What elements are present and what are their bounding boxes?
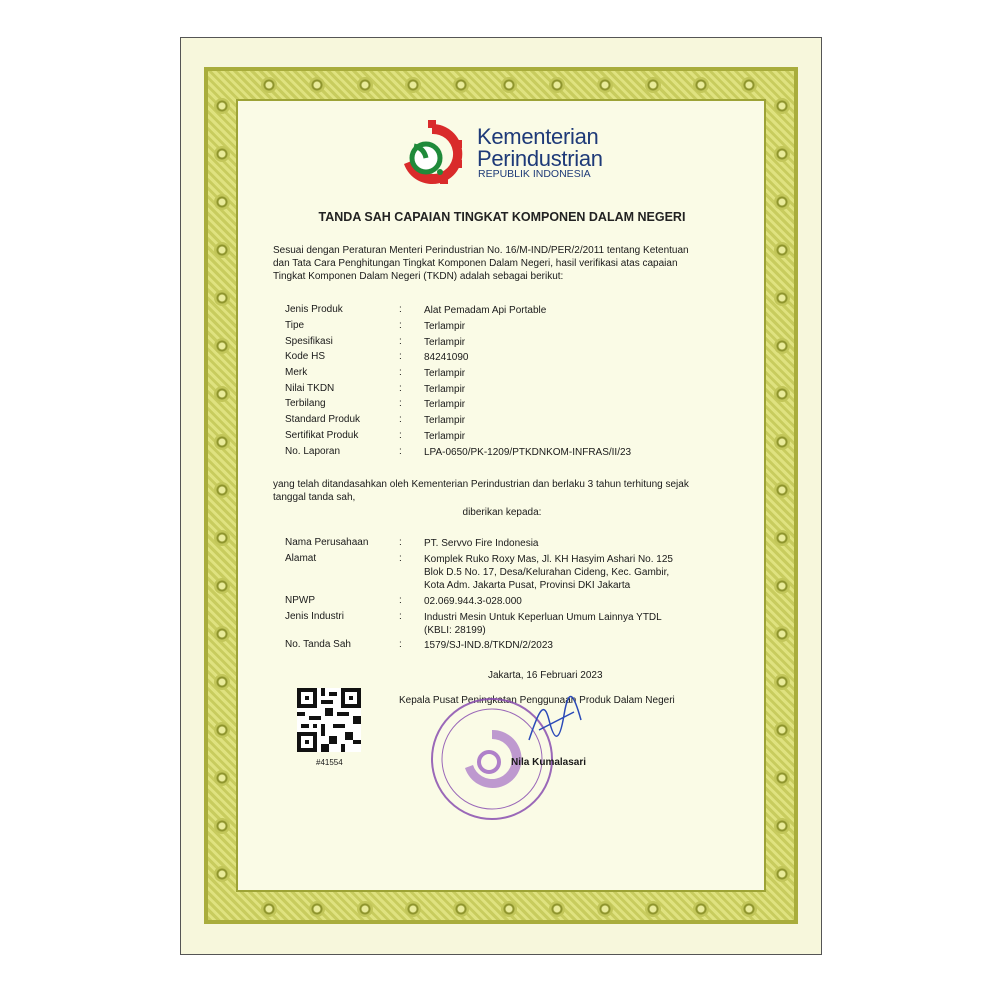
product-label: Sertifikat Produk	[285, 430, 359, 441]
company-value: Komplek Ruko Roxy Mas, Jl. KH Hasyim Ashari No. 125 Blok D.5 No. 17, Desa/Kelurahan Cideng, Kec. Gambir, Kota Adm. Jakarta Pusat, Provinsi DKI Jakarta	[424, 554, 673, 591]
company-label: Nama Perusahaan	[285, 537, 369, 548]
product-label: Spesifikasi	[285, 336, 333, 347]
signer-title: Kepala Pusat Peningkatan Penggunaan Produk Dalam Negeri	[399, 695, 675, 706]
product-label: Jenis Produk	[285, 304, 343, 315]
product-value: 84241090	[424, 352, 469, 363]
company-label: NPWP	[285, 595, 315, 606]
company-label: Jenis Industri	[285, 611, 344, 622]
company-value: PT. Servvo Fire Indonesia	[424, 538, 539, 549]
certificate-page: Kementerian Perindustrian REPUBLIK INDONESIA TANDA SAH CAPAIAN TINGKAT KOMPONEN DALAM NEGERI Sesuai dengan Peraturan Menteri Perindustrian No. 16/M-IND/PER/2/2011 tentang Ketentuan dan Tata Cara Penghitungan Tingkat Komponen Dalam Negeri, hasil verifikasi atas capaian Tingkat Komponen Dalam Negeri (TKDN) adalah sebagai berikut: Jenis Produk : Alat Pemadam Api Portable Tipe : Terlampir Spesifikasi : Terlampir Kode HS : 84241090 Merk : Terlampir Nilai TKDN : Terlampir Terbilang : Terlampir Standard Produk : Terlampir Sertifikat Produk : Terlampir No. Laporan : LPA-0650/PK-1209/PTKDNKOM-INFRAS/II/23 yang telah ditandasahkan oleh Kementerian Perindustrian dan berlaku 3 tahun terhitung sejak tanggal tanda sah, diberikan kepada: Nama Perusahaan : PT. Servvo Fire Indonesia Alamat : Komplek Ruko Roxy Mas, Jl. KH Hasyim Ashari No. 125 Blok D.5 No. 17, Desa/Kelurahan Cideng, Kec. Gambir, Kota Adm. Jakarta Pusat, Provinsi DKI Jakarta NPWP : 02.069.944.3-028.000 Jenis Industri : Industri Mesin Untuk Keperluan Umum Lainnya YTDL (KBLI: 28199) No. Tanda Sah : 1579/SJ-IND.8/TKDN/2/2023 Jakarta, 16 Februari 2023 Kepala Pusat Peningkatan Penggunaan Produk Dalam Negeri #41554 Nila Kumalasari	[180, 37, 822, 955]
product-value: Alat Pemadam Api Portable	[424, 305, 547, 316]
product-value: Terlampir	[424, 321, 466, 332]
intro-line: dan Tata Cara Penghitungan Tingkat Komponen Dalam Negeri, hasil verifikasi atas capaian	[273, 258, 678, 269]
product-label: Nilai TKDN	[285, 383, 335, 394]
intro-paragraph	[273, 244, 731, 283]
validity-line: tanggal tanda sah,	[273, 492, 356, 503]
qr-number: #41554	[316, 758, 343, 767]
product-value: Terlampir	[424, 368, 466, 379]
signature-icon	[519, 690, 589, 750]
product-label: Terbilang	[285, 398, 326, 409]
company-value: 02.069.944.3-028.000	[424, 596, 522, 607]
product-label: Kode HS	[285, 351, 326, 362]
product-value: Terlampir	[424, 431, 466, 442]
product-label: Tipe	[285, 320, 305, 331]
product-value: Terlampir	[424, 415, 466, 426]
place-date: Jakarta, 16 Februari 2023	[488, 670, 603, 681]
product-label: No. Laporan	[285, 446, 341, 457]
company-value: Industri Mesin Untuk Keperluan Umum Lainnya YTDL (KBLI: 28199)	[424, 612, 662, 636]
signer-name: Nila Kumalasari	[511, 757, 587, 768]
company-value: 1579/SJ-IND.8/TKDN/2/2023	[424, 640, 553, 651]
product-label: Merk	[285, 367, 308, 378]
company-label: No. Tanda Sah	[285, 639, 351, 650]
certificate-title: TANDA SAH CAPAIAN TINGKAT KOMPONEN DALAM NEGERI	[318, 210, 686, 224]
company-label: Alamat	[285, 553, 317, 564]
intro-line: Tingkat Komponen Dalam Negeri (TKDN) adalah sebagai berikut:	[273, 271, 564, 282]
ministry-logo-icon	[396, 120, 468, 188]
qr-code-icon	[297, 688, 361, 752]
validity-paragraph	[273, 478, 731, 504]
logo-line-3: REPUBLIK INDONESIA	[478, 168, 591, 180]
product-label: Standard Produk	[285, 414, 361, 425]
logo-line-1: Kementerian	[477, 124, 599, 149]
product-value: Terlampir	[424, 399, 466, 410]
product-value: Terlampir	[424, 337, 466, 348]
validity-line: yang telah ditandasahkan oleh Kementerian Perindustrian dan berlaku 3 tahun terhitung sejak	[273, 479, 689, 490]
given-to-text: diberikan kepada:	[462, 507, 542, 518]
intro-line: Sesuai dengan Peraturan Menteri Perindustrian No. 16/M-IND/PER/2/2011 tentang Ketentuan	[273, 245, 689, 256]
logo-line-2: Perindustrian	[477, 146, 603, 171]
product-value: LPA-0650/PK-1209/PTKDNKOM-INFRAS/II/23	[424, 447, 632, 458]
product-value: Terlampir	[424, 384, 466, 395]
